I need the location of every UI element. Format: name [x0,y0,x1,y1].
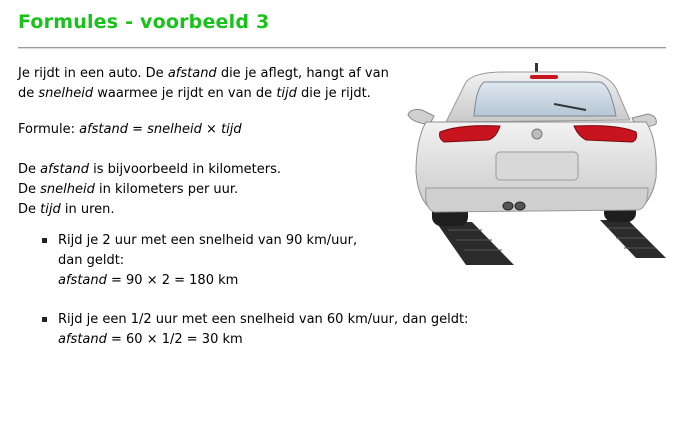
units-line-snelheid [18,180,281,200]
intro-line-1 [18,64,389,84]
calc-variable: afstand [58,273,107,288]
formula-equals: = [127,122,148,137]
units-text: De [18,202,41,217]
units-text: De [18,182,41,197]
rear-window [474,82,616,116]
formula-line [18,120,242,140]
tire-track-right [600,220,666,258]
formula-times: × [201,122,222,137]
bullet-icon [42,238,47,243]
units-text: is bijvoorbeeld in kilometers. [89,162,282,177]
example-item-2 [38,310,468,350]
units-text: in uren. [60,202,115,217]
intro-text: waarmee je rijdt en van de [93,86,277,101]
title-divider [18,47,666,49]
intro-text: die je rijdt. [296,86,371,101]
units-line-afstand [18,160,281,180]
example-text: Rijd je 2 uur met een snelheid van 90 km/uur, [58,233,358,248]
bullet-icon [42,317,47,322]
car-rear-view-icon [404,60,668,270]
intro-paragraph [18,64,389,104]
tire-track-left [436,222,514,265]
term-tijd: tijd [276,86,297,101]
term-afstand: afstand [40,162,90,177]
units-text: in kilometers per uur. [94,182,239,197]
units-line-tijd [18,200,281,220]
formula-label: Formule: [18,122,80,137]
example-calculation [58,271,468,291]
intro-text: die je aflegt, hangt af van [216,66,389,81]
intro-text: Je rijdt in een auto. De [18,66,168,81]
formula-afstand: afstand [79,122,128,137]
example-calculation [58,330,468,350]
term-afstand: afstand [167,66,217,81]
term-snelheid: snelheid [38,86,94,101]
formula-tijd: tijd [221,122,242,137]
formula-snelheid: snelheid [147,122,202,137]
example-text: dan geldt: [58,253,125,268]
units-text: De [18,162,41,177]
term-tijd: tijd [40,202,61,217]
intro-text: de [18,86,39,101]
units-paragraph [18,160,281,220]
term-snelheid: snelheid [40,182,95,197]
intro-line-2 [18,84,389,104]
page-title: Formules - voorbeeld 3 [18,11,270,33]
example-text: Rijd je een 1/2 uur met een snelheid van 60 km/uur, dan geldt: [58,312,469,327]
license-plate-area [496,152,578,180]
calc-expression: = 60 × 1/2 = 30 km [106,332,243,347]
calc-expression: = 90 × 2 = 180 km [106,273,239,288]
calc-variable: afstand [58,332,107,347]
